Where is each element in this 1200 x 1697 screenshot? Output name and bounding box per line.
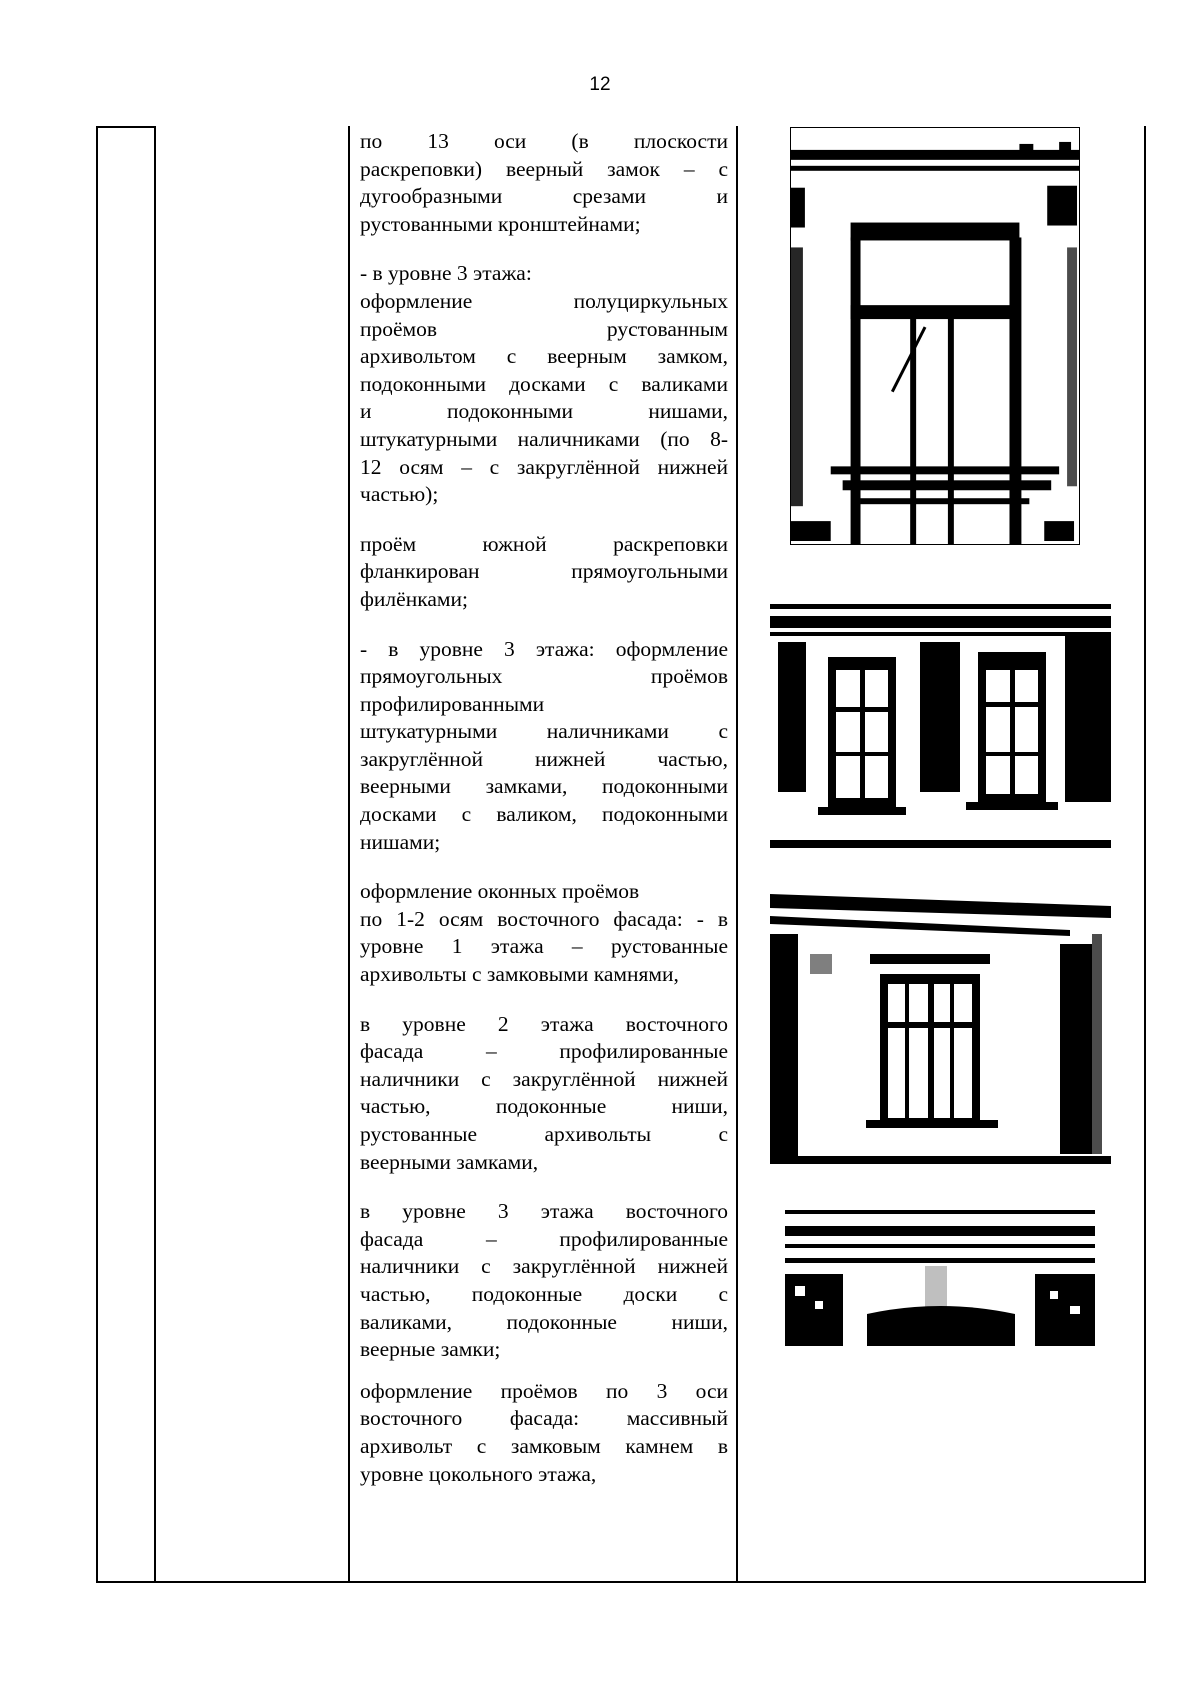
facade-window-photo-3 <box>770 894 1111 1164</box>
paragraph-3 <box>360 531 728 614</box>
text-line: рустованные архивольты с <box>360 1122 728 1146</box>
text-line: 12 осям – с закруглённой нижней <box>360 454 728 479</box>
paragraph-5 <box>360 878 728 988</box>
description-cell <box>360 128 728 1488</box>
table-divider-2 <box>348 126 350 1583</box>
text-line: наличники с закруглённой нижней <box>360 1254 728 1279</box>
text-line: фланкирован прямоугольными <box>360 559 728 584</box>
text-line: частью, подоконные доски с <box>360 1281 728 1306</box>
text-line: проёмов рустованным <box>360 316 728 341</box>
text-line: уровне 1 этажа – рустованные <box>360 934 728 959</box>
text-line: раскреповки) веерный замок – с <box>360 156 728 181</box>
text-line: - в уровне 3 этажа: оформление <box>360 636 728 661</box>
text-line: подоконными досками с валиками <box>360 371 728 396</box>
text-line: штукатурными наличниками (по 8- <box>360 426 728 451</box>
text-line: архивольтом с веерным замком, <box>360 344 728 369</box>
text-line: рустованными кронштейнами; <box>360 211 641 236</box>
paragraph-6 <box>360 1011 728 1177</box>
paragraph-1 <box>360 128 728 238</box>
paragraph-8 <box>360 1378 728 1488</box>
table-border-left <box>96 126 98 1583</box>
text-line: по 1-2 осям восточного фасада: - в <box>360 906 728 931</box>
text-line: закруглённой нижней частью, <box>360 746 728 771</box>
text-line: веерными замками, <box>360 1149 539 1174</box>
text-line: валиками, подоконные ниши, <box>360 1309 728 1334</box>
text-line: веерными замками, подоконными <box>360 774 728 799</box>
facade-window-photo-1 <box>790 127 1080 545</box>
table-divider-1 <box>154 126 156 1583</box>
text-line: нишами; <box>360 829 441 854</box>
text-line: частью, подоконные ниши, <box>360 1094 728 1119</box>
paragraph-7 <box>360 1198 728 1364</box>
text-line: оформление проёмов по 3 оси <box>360 1378 728 1403</box>
text-line: частью); <box>360 482 439 507</box>
text-line: - в уровне 3 этажа: <box>360 261 532 286</box>
text-line: веерные замки; <box>360 1337 501 1362</box>
paragraph-4 <box>360 636 728 857</box>
facade-window-photo-4 <box>785 1206 1095 1346</box>
text-line: в уровне 3 этажа восточного <box>360 1199 728 1224</box>
text-line: проём южной раскреповки <box>360 531 728 556</box>
text-line: дугообразными срезами и <box>360 184 728 209</box>
text-line: филёнками; <box>360 586 468 611</box>
text-line: прямоугольных проёмов <box>360 664 728 689</box>
table-border-right <box>1144 126 1146 1583</box>
text-line: фасада – профилированные <box>360 1226 728 1251</box>
text-line: досками с валиком, подоконными <box>360 802 728 827</box>
text-line: архивольты с замковыми камнями, <box>360 962 679 987</box>
text-line: профилированными <box>360 691 545 716</box>
text-line: по 13 оси (в плоскости <box>360 129 728 153</box>
text-line: и подоконными нишами, <box>360 399 728 424</box>
table-top-left-cell-line <box>96 126 156 128</box>
text-line: оформление оконных проёмов <box>360 879 640 904</box>
table-divider-3 <box>736 126 738 1583</box>
text-line: архивольт с замковым камнем в <box>360 1433 728 1458</box>
text-line: уровне цокольного этажа, <box>360 1461 597 1486</box>
text-line: наличники с закруглённой нижней <box>360 1066 728 1091</box>
text-line: в уровне 2 этажа восточного <box>360 1011 728 1036</box>
table-border-bottom <box>96 1581 1146 1583</box>
text-line: оформление полуциркульных <box>360 288 728 313</box>
facade-window-photo-2 <box>770 602 1111 852</box>
page-number: 12 <box>589 74 611 95</box>
paragraph-2 <box>360 260 728 508</box>
text-line: восточного фасада: массивный <box>360 1406 728 1431</box>
text-line: фасада – профилированные <box>360 1039 728 1064</box>
text-line: штукатурными наличниками с <box>360 719 728 744</box>
